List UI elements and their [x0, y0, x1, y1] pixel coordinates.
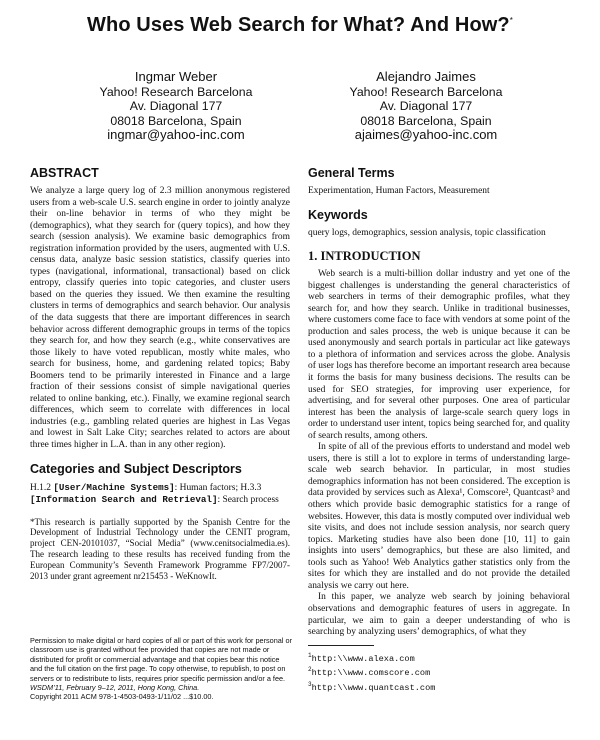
paper-title	[0, 14, 600, 37]
funding-footnote: *This research is partially supported by the Spanish Centre for the Development of Industrial Technology under the CENIT program, project CEN-20101037, “Social Media” (www.cenitsocialmedia.es). The research leading to these results has received funding from the European Community’s Seventh Framework Programme FP7/2007-2013 under grant agreement nr215453 - WeKnowIt.	[30, 516, 290, 581]
url-footnotes	[308, 650, 570, 695]
left-column	[30, 166, 290, 581]
abstract-heading: ABSTRACT	[30, 166, 99, 180]
author-address-line1: Av. Diagonal 177	[379, 99, 473, 114]
general-terms-text: Experimentation, Human Factors, Measurement	[308, 186, 490, 196]
url-footnote-3: $^3$http:\\www.quantcast.com	[308, 681, 436, 694]
permission-text: Permission to make digital or hard copies of all or part of this work for personal or classroom use is granted without fee provided that copies are not made or distributed for profit or commercial advantage and that copies bear this notice and the full citation on the first page. To copy otherwise, to republish, to post on servers or to redistribute to lists, requires prior specific permission and/or a fee.	[30, 636, 292, 683]
title-text: Who Uses Web Search for What? And How?	[87, 14, 510, 36]
author-org: Yahoo! Research Barcelona	[99, 85, 253, 100]
author-block-1	[56, 70, 296, 142]
url-footnote-2: $^2$http:\\www.comscore.com	[308, 666, 431, 679]
author-address-line2: 08018 Barcelona, Spain	[360, 113, 492, 128]
author-block-2	[306, 70, 546, 142]
author-org: Yahoo! Research Barcelona	[349, 85, 503, 100]
category-description: : Human factors; H.3.3	[174, 482, 262, 493]
abstract-text: We analyze a large query log of 2.3 million anonymous registered users from a web-scale U.S. search engine in order to jointly analyze their on-line behavior in terms of who they might be (demographics), what they search for (query topics), and how they search (session analysis). We examine basic demographics from registration information provided by the users, augmented with U.S. census data, analyze basic session statistics, classify queries into types (navigational, informational, transactional) based on click entropy, classify queries into topic categories, and cluster users based on the queries they issued. We then examine the resulting clusters in terms of demographics and search behavior. Our analysis of the data suggests that there are important differences in search behavior across different demographic groups in terms of the topics they search for, and how they search (e.g., white conservatives are those likely to have voted republican, mostly white males, who search for business, home, and gardening related topics; Baby Boomers tend to be primarily interested in Finance and a large fraction of their sessions consist of simple navigational queries related to online banking, etc.). Finally, we examine regional search differences, which seem to correlate with differences in local industries (e.g., gambling related queries are highest in Las Vegas and lowest in Salt Lake City; searches related to actors are about three times higher in L.A. than in any other region).	[30, 186, 290, 451]
category-description: : Search process	[217, 495, 279, 506]
venue-line: WSDM’11, February 9–12, 2011, Hong Kong, China.	[30, 683, 200, 693]
intro-paragraph-3: In this paper, we analyze web search by joining behavioral observations and demographic features of users in aggregate. In particular, we aim to gain a deeper understanding of who is searching by analyzing users’ demographics, of what they	[308, 592, 570, 638]
right-column	[308, 166, 570, 694]
general-terms-heading: General Terms	[308, 166, 395, 180]
author-email: ingmar@yahoo-inc.com	[107, 126, 245, 142]
copyright-line: Copyright 2011 ACM 978-1-4503-0493-1/11/02 ...$10.00.	[30, 692, 214, 702]
author-name: Alejandro Jaimes	[376, 69, 476, 84]
url-footnote-1: $^1$http:\\www.alexa.com	[308, 651, 415, 664]
category-name: [Information Search and Retrieval]	[30, 494, 218, 506]
author-email: ajaimes@yahoo-inc.com	[354, 126, 498, 142]
keywords-heading: Keywords	[308, 207, 368, 222]
author-address-line1: Av. Diagonal 177	[129, 99, 223, 114]
category-code: H.1.2	[30, 482, 51, 493]
author-address-line2: 08018 Barcelona, Spain	[110, 113, 242, 128]
intro-paragraph-2: In spite of all of the previous efforts to understand and model web users, there is still a lot to explore in terms of understanding large-scale web search behavior. In particular, in most studies demographics information has not been considered. The exception is data provided by services such as Alexa¹, Comscore², Quantcast³ and others which provide basic demographic statistics for a range of websites. However, this data is mostly computed over individual web site visits, and does not include session analysis, nor search query topics. Marketing studies have also been done [10, 11] to gain insights into users’ demographics, but these are also limited, and tools such as Yahoo! Web Analytics gather statistics only from the sites for which they are installed and do not provide the detailed analysis we carry out here.	[308, 442, 570, 591]
keywords-text: query logs, demographics, session analysis, topic classification	[308, 227, 546, 238]
category-name: [User/Machine Systems]	[53, 481, 175, 493]
title-footnote-mark: *	[509, 16, 513, 25]
footnote-rule	[308, 645, 374, 646]
introduction-heading: 1. INTRODUCTION	[308, 249, 421, 264]
author-name: Ingmar Weber	[134, 69, 218, 84]
categories-heading: Categories and Subject Descriptors	[30, 461, 242, 476]
intro-paragraph-1: Web search is a multi-billion dollar industry and yet one of the biggest challenges is understanding the general characteristics of web searchers in terms of their demographic profiles, what they search for, and how they search. Unlike in traditional businesses, where customers come face to face with vendors at some point of the production and sales process, the web is unique because it can be used anonymously and search portals in particular act like gateways to a plethora of information and services across the globe. Analysis of user logs has therefore become an important research area because it forms the basis for many business decisions. The results can be used for SEO strategies, for improving user experience, for advertising, and for several other purposes. One area of particular interest has been the analysis of large-scale search query logs in order to understand user intent, topics being searched for, and quality of search results, among others.	[308, 269, 570, 441]
categories-text	[30, 482, 290, 507]
permission-notice	[30, 636, 292, 702]
